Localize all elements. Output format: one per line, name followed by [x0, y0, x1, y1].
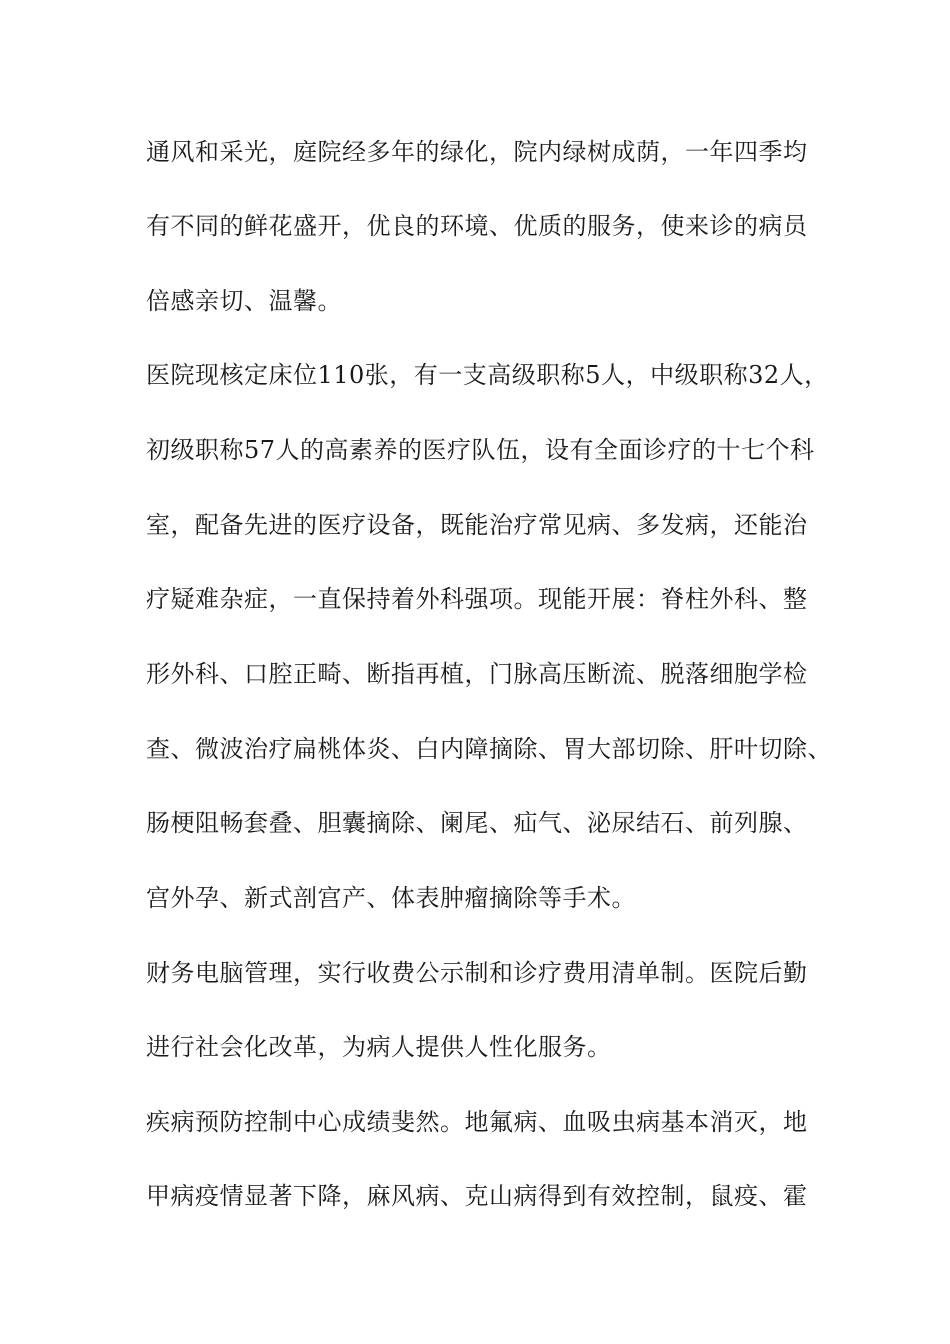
text-line: 甲病疫情显著下降，麻风病、克山病得到有效控制，鼠疫、霍: [146, 1182, 808, 1210]
text-line: 查、微波治疗扁桃体炎、白内障摘除、胃大部切除、肝叶切除、: [146, 735, 832, 763]
text-line: 初级职称57人的高素养的医疗队伍，设有全面诊疗的十七个科: [146, 436, 815, 464]
text-line: 肠梗阻畅套叠、胆囊摘除、阑尾、疝气、泌尿结石、前列腺、: [146, 809, 808, 837]
text-line: 医院现核定床位110张，有一支高级职称5人，中级职称32人，: [146, 361, 829, 389]
text-line: 室，配备先进的医疗设备，既能治疗常见病、多发病，还能治: [146, 511, 808, 539]
text-line: 财务电脑管理，实行收费公示制和诊疗费用清单制。医院后勤: [146, 959, 808, 987]
text-line: 疗疑难杂症，一直保持着外科强项。现能开展：脊柱外科、整: [146, 585, 808, 613]
text-line: 宫外孕、新式剖宫产、体表肿瘤摘除等手术。: [146, 884, 636, 912]
text-line: 通风和采光，庭院经多年的绿化，院内绿树成荫，一年四季均: [146, 138, 808, 166]
text-line: 形外科、口腔正畸、断指再植，门脉高压断流、脱落细胞学检: [146, 660, 808, 688]
text-line: 进行社会化改革，为病人提供人性化服务。: [146, 1033, 612, 1061]
text-line: 倍感亲切、温馨。: [146, 287, 342, 315]
text-line: 疾病预防控制中心成绩斐然。地氟病、血吸虫病基本消灭，地: [146, 1108, 808, 1136]
text-line: 有不同的鲜花盛开，优良的环境、优质的服务，使来诊的病员: [146, 212, 808, 240]
